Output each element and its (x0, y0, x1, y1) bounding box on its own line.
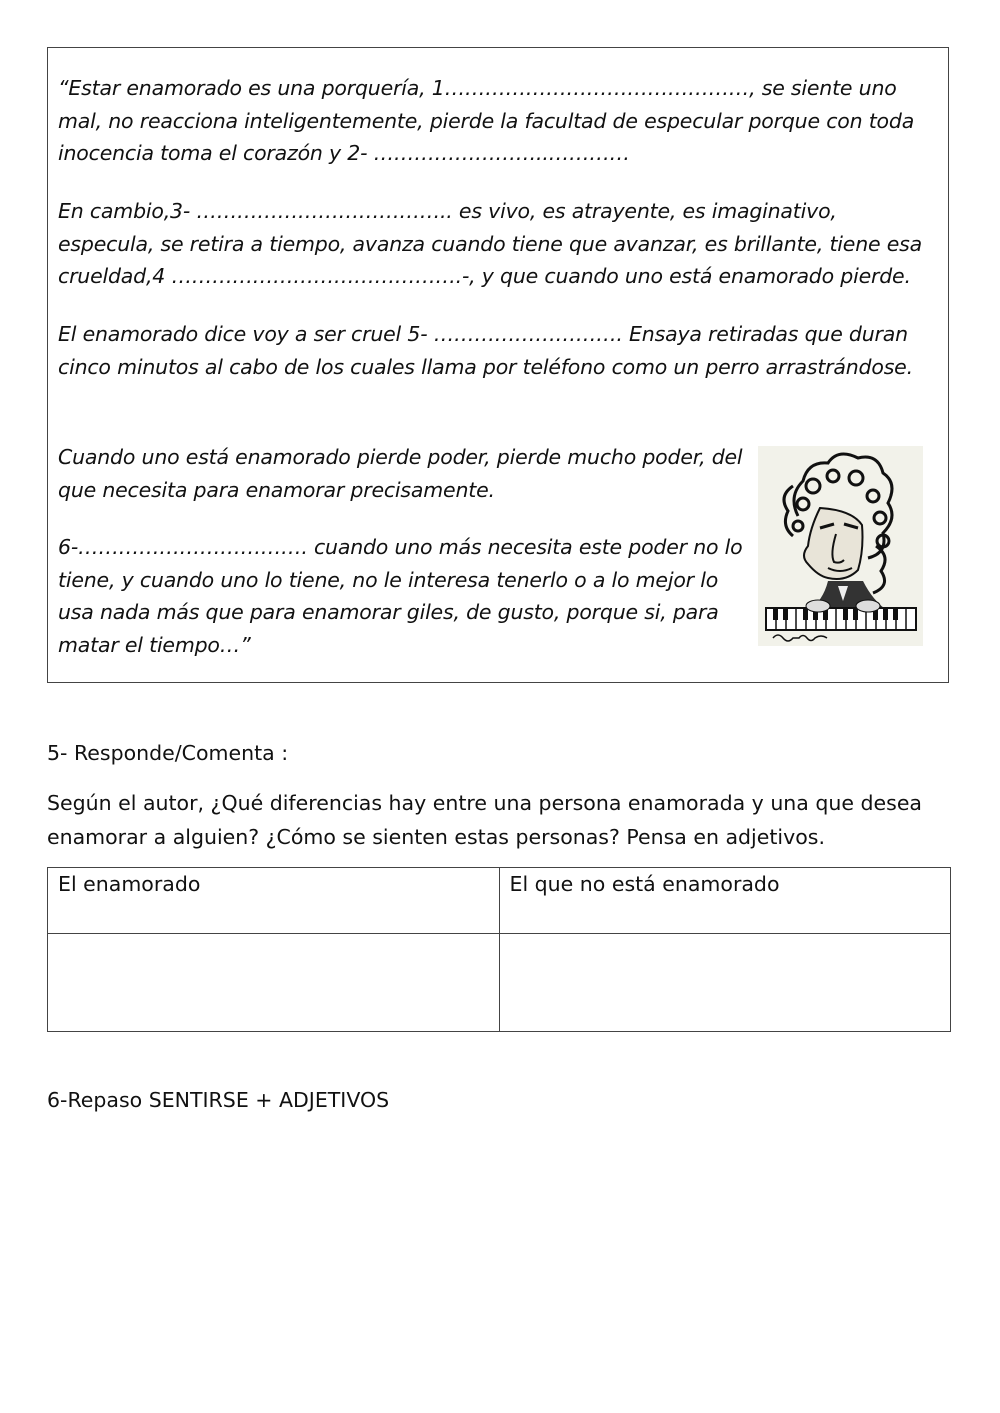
author-caricature-image (758, 446, 923, 646)
quote-paragraph-5: 6-……………………………. cuando uno más necesita este poder no lo tiene, y cuando uno lo tiene, no le interesa tenerlo o a lo mejor lo usa nada más que para enamorar giles, de gusto, porque si, para matar el tiempo…” (58, 535, 743, 657)
table-answer-row (48, 934, 951, 1032)
section-5-heading: 5- Responde/Comenta : (47, 741, 289, 765)
quote-box (47, 47, 949, 683)
section-5-question: Según el autor, ¿Qué diferencias hay entre una persona enamorada y una que desea enamorar a alguien? ¿Cómo se sienten estas personas? Pensa en adjetivos. (47, 791, 922, 849)
section-6-heading: 6-Repaso SENTIRSE + ADJETIVOS (47, 1088, 390, 1112)
quote-paragraph-1: “Estar enamorado es una porquería, 1………………………………………, se siente uno mal, no reacciona inteligentemente, pierde la facultad de especular porque con toda inocencia toma el corazón y 2- ……………………..………… (58, 76, 915, 165)
quote-paragraph-2: En cambio,3- ……………………………….. es vivo, es atrayente, es imaginativo, especula, se retira a tiempo, avanza cuando tiene que avanzar, es brillante, tiene esa crueldad,4 …………………………………….-, y que cuando uno está enamorado pierde. (58, 199, 922, 288)
quote-paragraph-3: El enamorado dice voy a ser cruel 5- ………………………. Ensaya retiradas que duran cinco minutos al cabo de los cuales llama por teléfono como un perro arrastrándose. (58, 322, 913, 379)
answer-cell-enamorado[interactable] (48, 934, 500, 1032)
table-header-row (48, 868, 951, 934)
answer-cell-no-enamorado[interactable] (499, 934, 951, 1032)
column-header-no-enamorado: El que no está enamorado (499, 868, 951, 934)
quote-paragraph-4: Cuando uno está enamorado pierde poder, pierde mucho poder, del que necesita para enamorar precisamente. (58, 445, 743, 502)
column-header-enamorado: El enamorado (48, 868, 500, 934)
answers-table (47, 867, 951, 1032)
